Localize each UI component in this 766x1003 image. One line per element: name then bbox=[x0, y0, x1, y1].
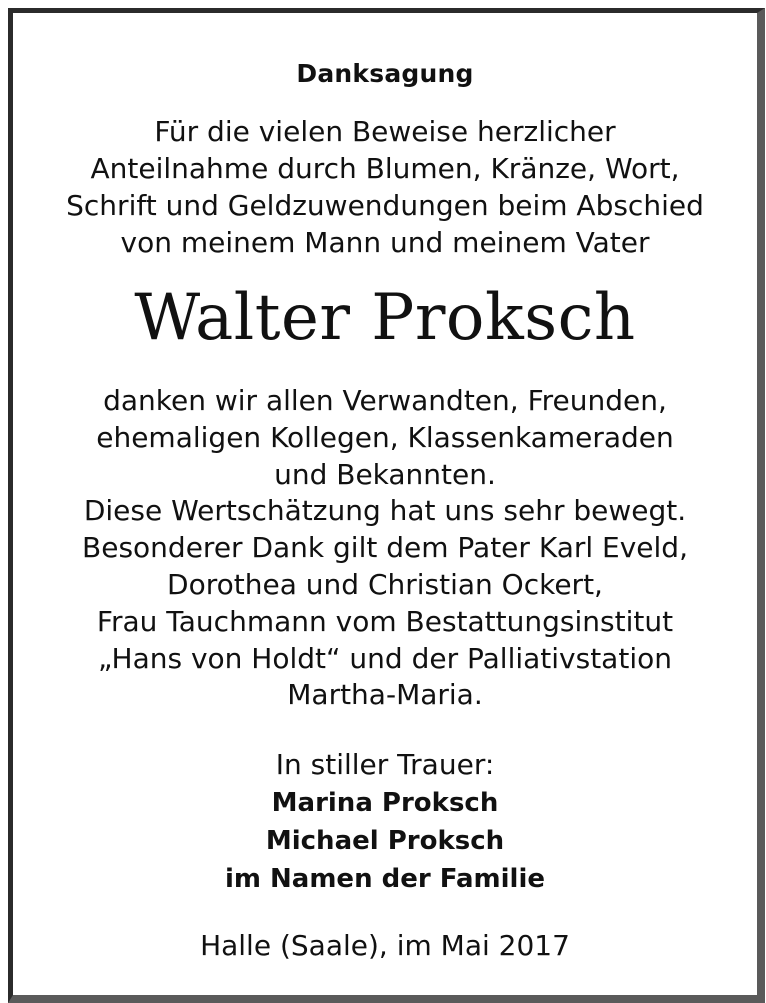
notice-frame bbox=[8, 8, 765, 1003]
thanks-line: „Hans von Holdt“ und der Palliativstation bbox=[98, 641, 672, 675]
thanks-line: Dorothea und Christian Ockert, bbox=[167, 567, 603, 601]
thanks-line: danken wir allen Verwandten, Freunden, bbox=[103, 384, 667, 417]
thanks-line: Frau Tauchmann vom Bestattungsinstitut bbox=[96, 604, 674, 638]
intro-line: Schrift und Geldzuwendungen beim Abschied bbox=[66, 189, 704, 222]
intro-text bbox=[13, 113, 757, 261]
mourning-label: In stiller Trauer: bbox=[275, 748, 495, 781]
thanks-line: und Bekannten. bbox=[274, 457, 496, 491]
signatory: Marina Proksch bbox=[271, 788, 499, 818]
thanks-line: Diese Wertschätzung hat uns sehr bewegt. bbox=[83, 494, 687, 528]
intro-line: Anteilnahme durch Blumen, Kränze, Wort, bbox=[90, 152, 680, 185]
thanks-text bbox=[13, 383, 757, 714]
intro-line: Für die vielen Beweise herzlicher bbox=[154, 115, 616, 148]
place-date: Halle (Saale), im Mai 2017 bbox=[200, 929, 570, 962]
thanks-line: Besonderer Dank gilt dem Pater Karl Eveld, bbox=[82, 531, 688, 565]
deceased-name: Walter Proksch bbox=[134, 281, 636, 355]
signatory: Michael Proksch bbox=[265, 826, 505, 856]
intro-line: von meinem Mann und meinem Vater bbox=[120, 226, 650, 259]
mourning-block bbox=[13, 746, 757, 898]
signatory: im Namen der Familie bbox=[224, 864, 545, 894]
notice-heading: Danksagung bbox=[296, 59, 474, 88]
thanks-line: ehemaligen Kollegen, Klassenkameraden bbox=[96, 420, 674, 454]
notice-content bbox=[13, 13, 757, 995]
thanks-line: Martha-Maria. bbox=[287, 678, 483, 712]
